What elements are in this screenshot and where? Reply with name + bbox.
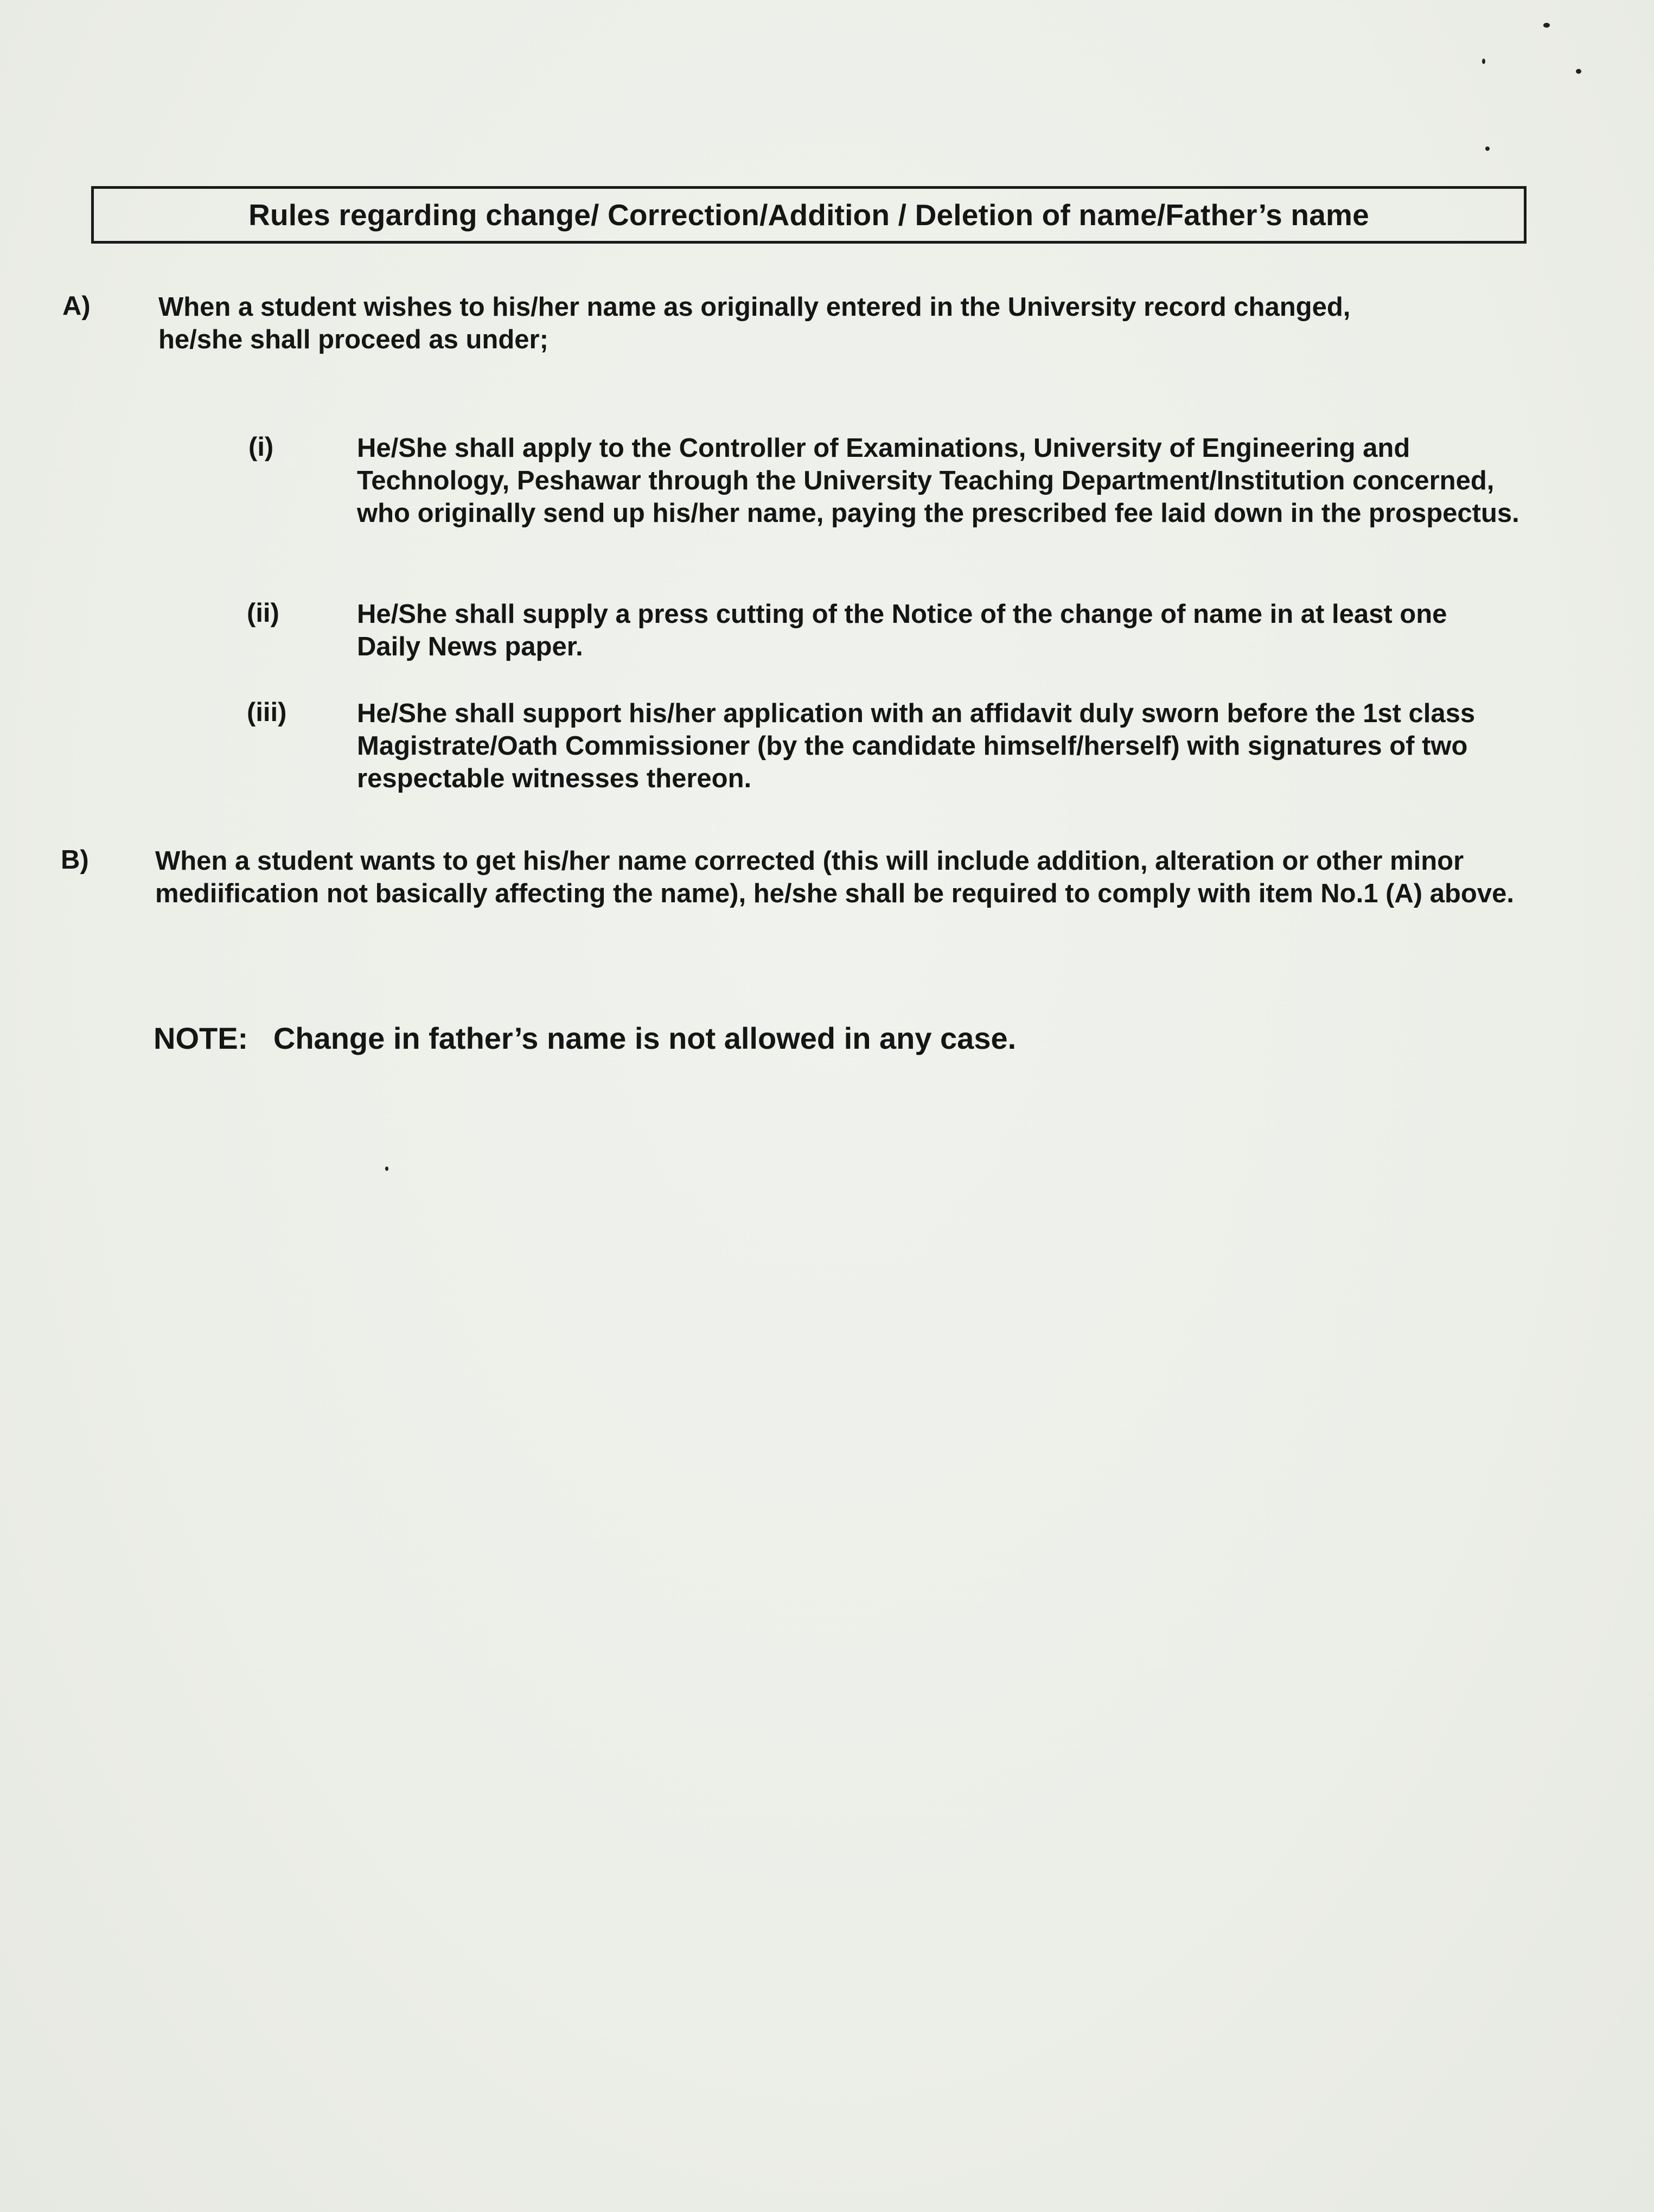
item-i-text <box>357 432 1519 530</box>
item-ii-text <box>357 598 1447 663</box>
item-line: Magistrate/Oath Commissioner (by the candidate himself/herself) with signatures of two <box>357 731 1468 761</box>
item-i-label: (i) <box>248 432 274 462</box>
section-b-label: B) <box>61 845 89 875</box>
scan-speck <box>1576 69 1581 74</box>
scan-speck <box>385 1166 388 1171</box>
item-line: Daily News paper. <box>357 632 583 661</box>
scan-speck <box>1482 59 1485 64</box>
section-b-line: When a student wants to get his/her name corrected (this will include addition, alteration or other minor <box>155 846 1464 876</box>
scan-speck <box>1485 146 1490 151</box>
note-text: Change in father’s name is not allowed in any case. <box>273 1021 1017 1055</box>
item-ii-label: (ii) <box>247 598 279 628</box>
section-b-line: mediification not basically affecting the name), he/she shall be required to comply with item No.1 (A) above. <box>155 879 1514 908</box>
item-iii-text <box>357 697 1475 795</box>
scan-speck <box>1543 23 1550 28</box>
section-b-text <box>155 845 1514 910</box>
item-line: He/She shall support his/her application with an affidavit duly sworn before the 1st class <box>357 699 1476 728</box>
note <box>154 1020 1016 1057</box>
note-spacer <box>257 1021 265 1055</box>
item-line: Technology, Peshawar through the University Teaching Department/Institution concerned, <box>357 466 1495 495</box>
title-box <box>91 186 1527 244</box>
item-iii-label: (iii) <box>247 698 287 727</box>
item-line: respectable witnesses thereon. <box>357 764 752 793</box>
section-a-line: he/she shall proceed as under; <box>158 325 548 354</box>
section-a-label: A) <box>62 291 91 321</box>
note-label: NOTE: <box>154 1021 248 1055</box>
page-title: Rules regarding change/ Correction/Addition / Deletion of name/Father’s name <box>248 198 1369 232</box>
item-line: He/She shall apply to the Controller of Examinations, University of Engineering and <box>357 434 1410 463</box>
item-line: who originally send up his/her name, paying the prescribed fee laid down in the prospectus. <box>357 499 1519 528</box>
section-a-text <box>158 291 1350 356</box>
item-line: He/She shall supply a press cutting of the Notice of the change of name in at least one <box>357 600 1447 629</box>
section-a-line: When a student wishes to his/her name as originally entered in the University record changed, <box>158 292 1351 322</box>
